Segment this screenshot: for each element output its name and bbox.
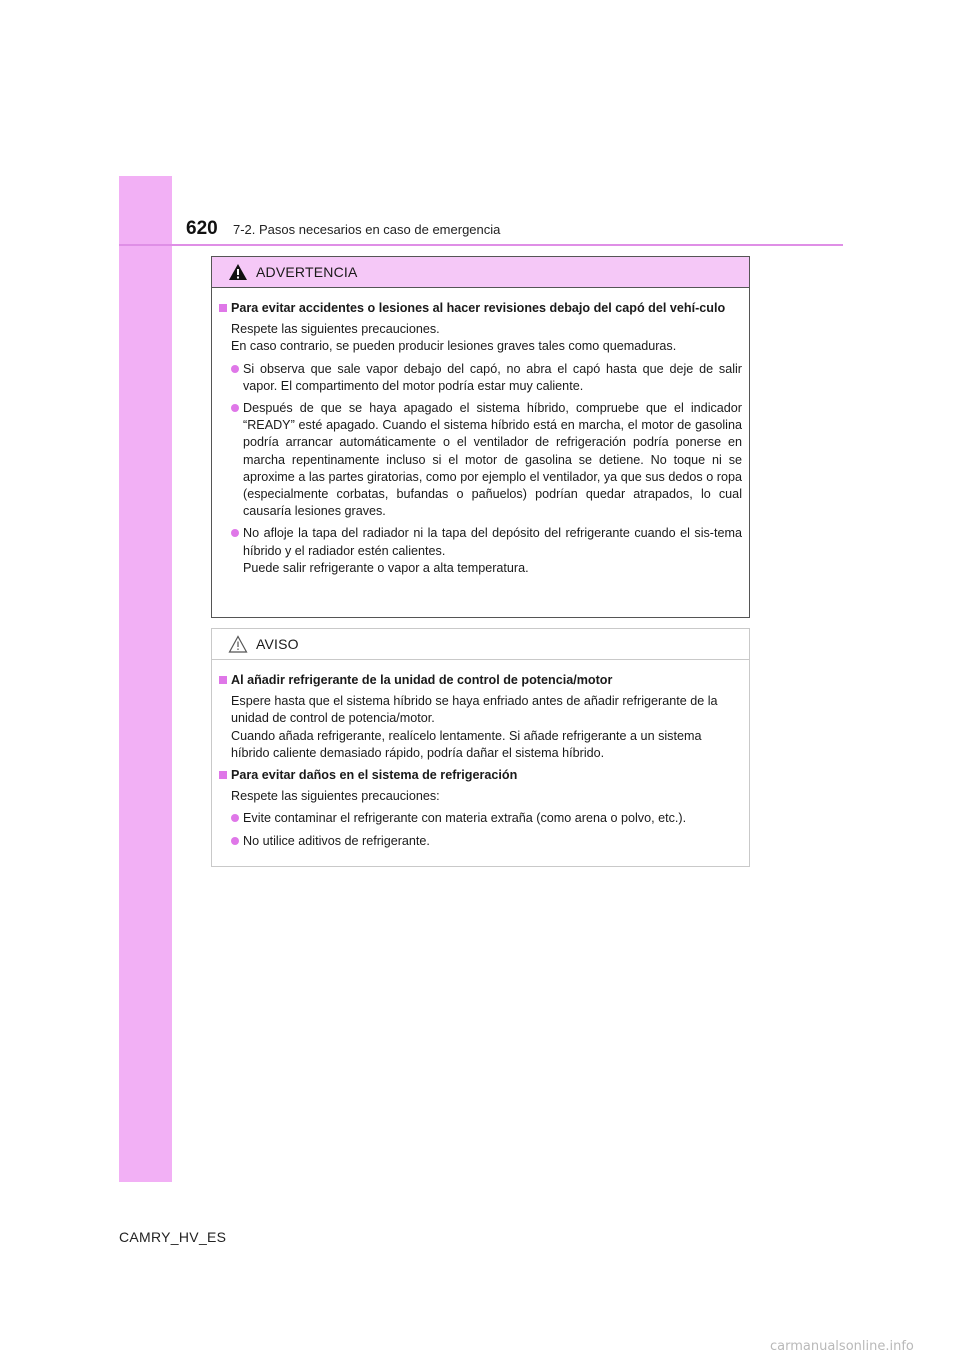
warning-intro-line: Respete las siguientes precauciones. — [231, 322, 440, 337]
caution-paragraph-line: Espere hasta que el sistema híbrido se haya enfriado antes de añadir refrigerante de la unidad de control de potencia/motor. — [231, 694, 718, 726]
warning-bullet-text: Si observa que sale vapor debajo del capó, no abra el capó hasta que deje de salir vapor. El compartimento del motor podría estar muy caliente. — [243, 361, 742, 393]
round-bullet-icon — [231, 404, 239, 412]
caution-heading-text: Para evitar daños en el sistema de refrigeración — [231, 768, 518, 783]
warning-heading — [219, 300, 742, 317]
caution-paragraph-line: Cuando añada refrigerante, realícelo lentamente. Si añade refrigerante a un sistema híbrido caliente demasiado rápido, podría dañar el sistema híbrido. — [231, 728, 702, 760]
page-number: 620 — [186, 218, 218, 239]
warning-bullet-text: No afloje la tapa del radiador ni la tapa del depósito del refrigerante cuando el sis-tema híbrido y el radiador estén calientes. — [243, 526, 742, 558]
warning-intro — [219, 321, 742, 355]
warning-intro-line: En caso contrario, se pueden producir lesiones graves tales como quemaduras. — [231, 339, 677, 354]
round-bullet-icon — [231, 814, 239, 822]
round-bullet-icon — [231, 529, 239, 537]
caution-bullet — [219, 833, 742, 850]
caution-heading — [219, 767, 742, 784]
watermark: carmanualsonline.info — [770, 1339, 914, 1354]
square-bullet-icon — [219, 676, 227, 684]
warning-box-header — [212, 257, 749, 288]
square-bullet-icon — [219, 771, 227, 779]
warning-box — [211, 256, 750, 618]
caution-paragraph-line: Respete las siguientes precauciones: — [231, 789, 440, 804]
round-bullet-icon — [231, 837, 239, 845]
caution-paragraph — [219, 788, 742, 805]
warning-bullet-text: Después de que se haya apagado el sistema híbrido, compruebe que el indicador “READY” esté apagado. Cuando el sistema híbrido está en marcha, el motor de gasolina podría arrancar automáticamente o el ventilador de refrigeración podría ponerse en marcha repentinamente incluso si el motor de gasolina se detiene. No toque ni se aproxime a las partes giratorias, como por ejemplo el ventilador, ya que sus dedos o ropa (especialmente corbatas, bufandas o pañuelos) podrían quedar atrapados, lo cual causaría lesiones graves. — [243, 401, 742, 519]
warning-bullet — [219, 400, 742, 520]
side-tab-band — [119, 176, 172, 1182]
caution-box-header — [212, 629, 749, 660]
warning-bullet — [219, 361, 742, 395]
section-title: 7-2. Pasos necesarios en caso de emergencia — [233, 222, 501, 237]
caution-paragraph — [219, 693, 742, 762]
square-bullet-icon — [219, 304, 227, 312]
caution-triangle-icon — [228, 635, 248, 653]
warning-triangle-icon — [228, 263, 248, 281]
caution-bullet — [219, 810, 742, 827]
warning-bullet-extra: Puede salir refrigerante o vapor a alta temperatura. — [243, 560, 529, 575]
caution-box — [211, 628, 750, 867]
model-code: CAMRY_HV_ES — [119, 1229, 227, 1245]
caution-heading — [219, 672, 742, 689]
warning-bullet — [219, 525, 742, 577]
caution-bullet-text: Evite contaminar el refrigerante con materia extraña (como arena o polvo, etc.). — [243, 811, 687, 826]
warning-box-body — [212, 288, 749, 577]
round-bullet-icon — [231, 365, 239, 373]
caution-bullet-text: No utilice aditivos de refrigerante. — [243, 833, 430, 848]
warning-heading-text: Para evitar accidentes o lesiones al hacer revisiones debajo del capó del vehí-culo — [231, 301, 726, 315]
caution-heading-text: Al añadir refrigerante de la unidad de control de potencia/motor — [231, 673, 613, 687]
header-rule — [119, 244, 843, 246]
warning-box-title: ADVERTENCIA — [256, 264, 358, 280]
caution-box-title: AVISO — [256, 636, 299, 652]
caution-box-body — [212, 660, 749, 850]
